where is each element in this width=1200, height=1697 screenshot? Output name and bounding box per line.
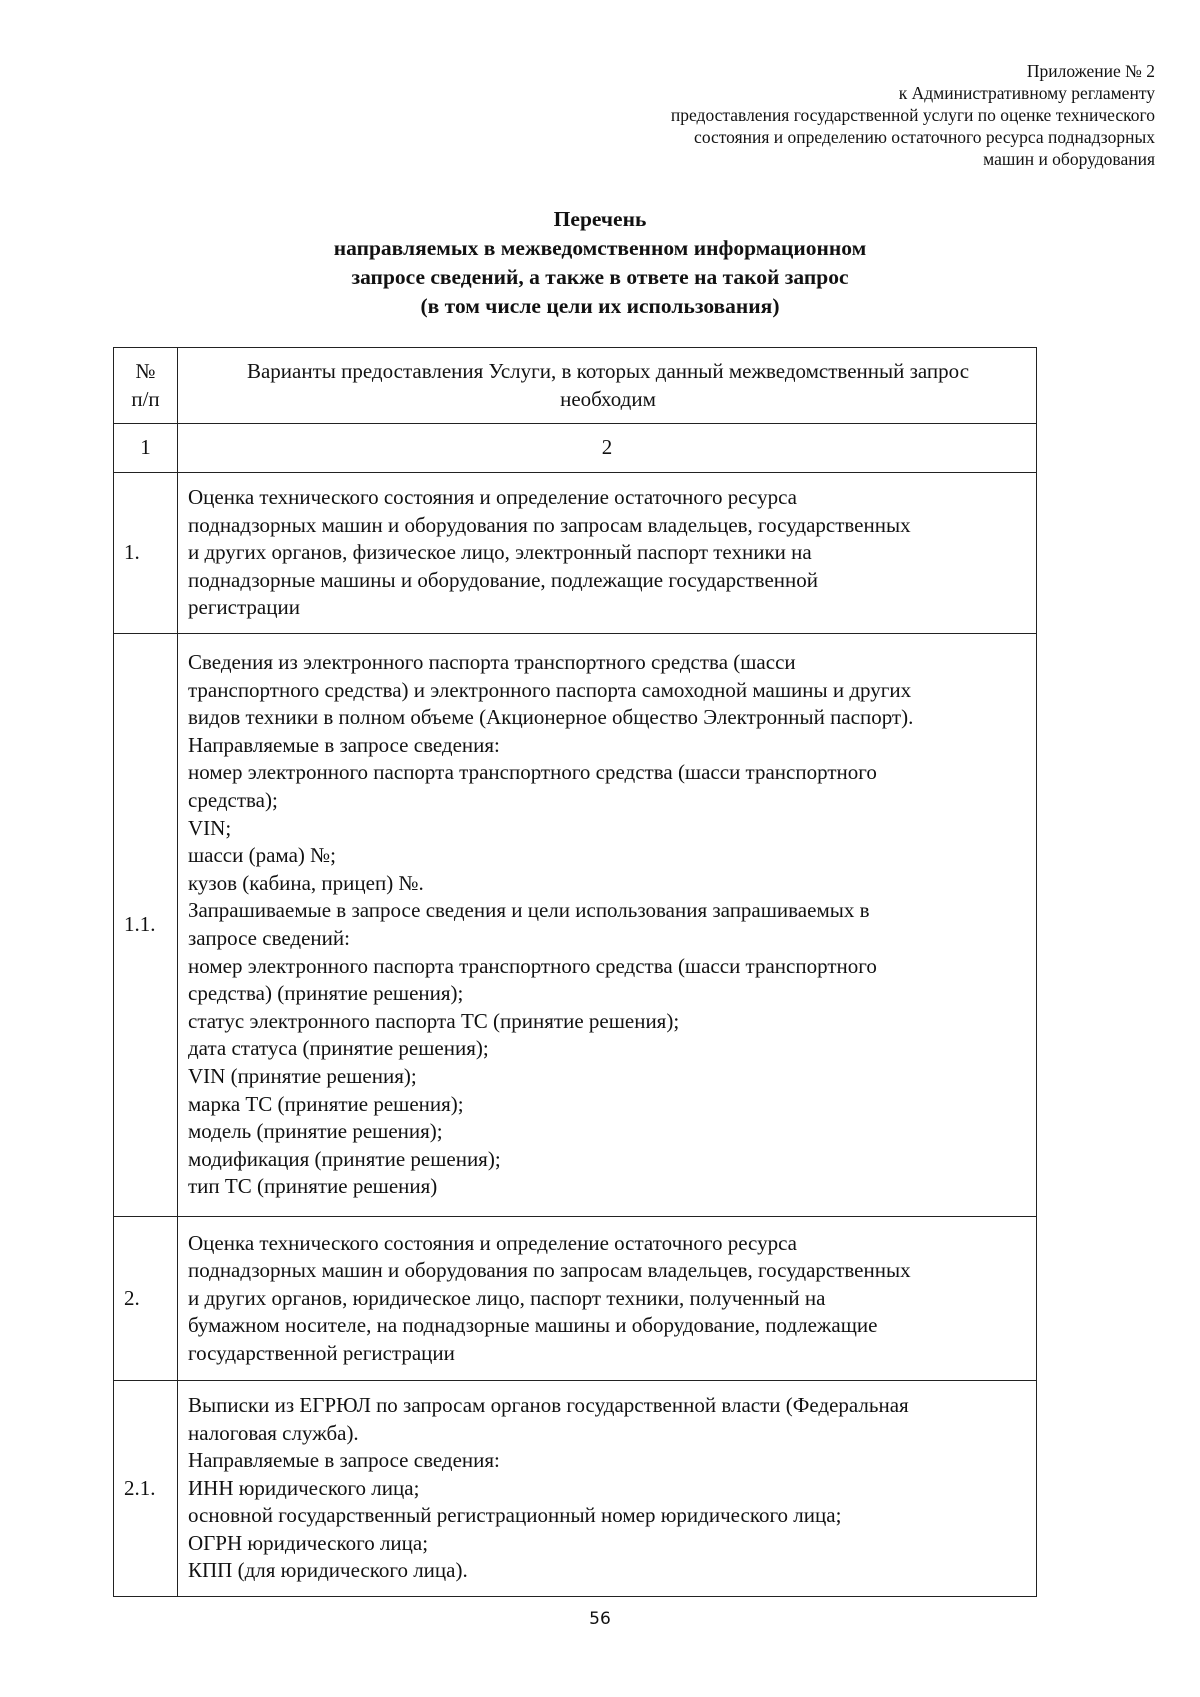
header-line: машин и оборудования: [983, 149, 1155, 169]
table-row: [114, 1217, 1037, 1381]
row-content: [178, 1381, 1037, 1597]
title-line: запросе сведений, а также в ответе на такой запрос: [351, 265, 849, 289]
row-line: средства) (принятие решения);: [188, 981, 464, 1006]
header-content-cell: [178, 348, 1037, 424]
row-line: статус электронного паспорта ТС (принятие решения);: [188, 1008, 680, 1033]
column-number-row: [114, 424, 1037, 473]
row-line: марка ТС (принятие решения);: [188, 1091, 464, 1116]
table-row: [114, 634, 1037, 1217]
row-line: Выписки из ЕГРЮЛ по запросам органов государственной власти (Федеральная: [188, 1392, 909, 1417]
row-line: транспортного средства) и электронного паспорта самоходной машины и других: [188, 677, 912, 702]
row-line: бумажном носителе, на поднадзорные машины и оборудование, подлежащие: [188, 1313, 878, 1338]
header-content-line: Варианты предоставления Услуги, в которых данный межведомственный запрос: [246, 358, 970, 383]
row-line: основной государственный регистрационный номер юридического лица;: [188, 1503, 842, 1528]
appendix-header: [515, 60, 1155, 170]
row-line: Направляемые в запросе сведения:: [188, 1448, 500, 1473]
table-row: [114, 1381, 1037, 1597]
header-line: состояния и определению остаточного ресурса поднадзорных: [694, 127, 1155, 147]
header-number-line: №: [135, 358, 156, 383]
row-line: поднадзорных машин и оборудования по запросам владельцев, государственных: [188, 1258, 911, 1283]
row-line: регистрации: [188, 595, 300, 620]
row-line: номер электронного паспорта транспортного средства (шасси транспортного: [188, 953, 877, 978]
row-line: и других органов, юридическое лицо, паспорт техники, полученный на: [188, 1285, 826, 1310]
row-number: 2.1.: [114, 1381, 178, 1597]
title-line: направляемых в межведомственном информационном: [333, 236, 867, 260]
header-number-line: п/п: [131, 386, 160, 411]
row-line: модель (принятие решения);: [188, 1119, 443, 1144]
row-line: налоговая служба).: [188, 1420, 359, 1445]
row-line: Оценка технического состояния и определение остаточного ресурса: [188, 1230, 797, 1255]
page-number: 56: [589, 1609, 611, 1629]
row-line: поднадзорные машины и оборудование, подлежащие государственной: [188, 567, 818, 592]
row-line: ИНН юридического лица;: [188, 1475, 420, 1500]
title-line: Перечень: [553, 207, 647, 231]
table-row: [114, 473, 1037, 634]
requests-table: [113, 347, 1037, 1597]
row-line: запросе сведений:: [188, 926, 350, 950]
row-line: государственной регистрации: [188, 1340, 455, 1365]
row-line: VIN;: [188, 815, 232, 840]
row-line: Направляемые в запросе сведения:: [188, 732, 500, 757]
row-line: Сведения из электронного паспорта транспортного средства (шасси: [188, 650, 796, 675]
row-line: поднадзорных машин и оборудования по запросам владельцев, государственных: [188, 512, 911, 537]
row-line: модификация (принятие решения);: [188, 1146, 501, 1171]
row-line: видов техники в полном объеме (Акционерное общество Электронный паспорт).: [188, 705, 914, 730]
column-number-cell: 1: [114, 424, 178, 473]
row-line: средства);: [188, 788, 278, 813]
row-number: 2.: [114, 1217, 178, 1381]
row-line: ОГРН юридического лица;: [188, 1530, 429, 1555]
row-line: и других органов, физическое лицо, электронный паспорт техники на: [188, 540, 812, 565]
header-line: Приложение № 2: [1026, 61, 1155, 81]
table-header-row: [114, 348, 1037, 424]
header-number-cell: [114, 348, 178, 424]
row-line: номер электронного паспорта транспортного средства (шасси транспортного: [188, 760, 877, 785]
header-line: предоставления государственной услуги по оценке технического: [670, 105, 1155, 125]
row-line: Запрашиваемые в запросе сведения и цели использования запрашиваемых в: [188, 898, 870, 923]
row-content: [178, 1217, 1037, 1381]
title-line: (в том числе цели их использования): [420, 294, 780, 318]
row-line: тип ТС (принятие решения): [188, 1174, 438, 1199]
row-line: Оценка технического состояния и определение остаточного ресурса: [188, 485, 797, 510]
row-content: [178, 473, 1037, 634]
row-number: 1.: [114, 473, 178, 634]
document-title: [0, 205, 1200, 321]
header-line: к Административному регламенту: [898, 83, 1155, 103]
row-line: дата статуса (принятие решения);: [188, 1036, 489, 1061]
row-content: [178, 634, 1037, 1217]
row-line: КПП (для юридического лица).: [188, 1558, 468, 1583]
row-number: 1.1.: [114, 634, 178, 1217]
row-line: VIN (принятие решения);: [188, 1063, 417, 1088]
row-line: кузов (кабина, прицеп) №.: [188, 870, 424, 895]
row-line: шасси (рама) №;: [188, 843, 337, 868]
header-content-line: необходим: [560, 386, 656, 411]
column-number-cell: 2: [178, 424, 1037, 473]
